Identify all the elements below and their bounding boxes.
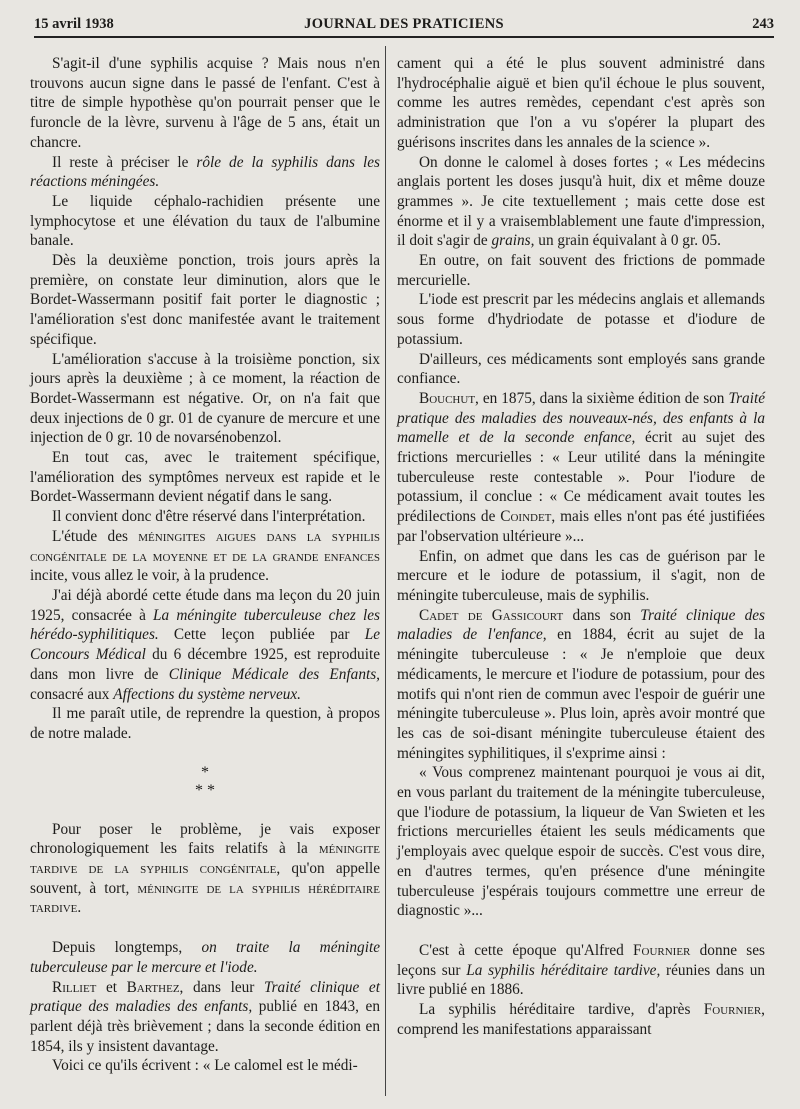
journal-title: JOURNAL DES PRATICIENS [304, 16, 504, 32]
paragraph: Enfin, on admet que dans les cas de guérison par le mercure et le iodure de potassium, il s'agit, non de méningite tuberculeuse, mais de syphilis. [397, 547, 765, 604]
paragraph: L'étude des méningites aigues dans la syphilis congénitale de la moyenne et de la grande enfances incite, vous allez le voir, à la prudence. [30, 527, 380, 585]
paragraph: La syphilis héréditaire tardive, d'après Fournier, comprend les manifestations apparaissant [397, 1001, 765, 1038]
paragraph: On donne le calomel à doses fortes ; « Les médecins anglais portent les doses jusqu'à huit, dix et même douze grammes ». Je cite textuellement ; mais cette dose est énorme et il y a vraisemblablement une faute d'impression, il doit s'agir de grains, un grain équivalant à 0 gr. 05. [397, 153, 765, 250]
paragraph: cament qui a été le plus souvent administré dans l'hydrocéphalie aiguë et bien qu'il échoue le plus souvent, comme les autres remèdes, cependant c'est après son administration que l'on a vu s'opérer la plupart des guérisons inscrites dans les annales de la science ». [397, 55, 765, 151]
paragraph: Il convient donc d'être réservé dans l'interprétation. [52, 508, 366, 526]
paragraph: Cadet de Gassicourt dans son Traité clinique des maladies de l'enfance, en 1884, écrit au sujet de la méningite tuberculeuse : « Je n'emploie que deux médicaments, le mercure et l'iodure de potassium, pour des motifs qui n'ont rien de commun avec l'espoir de guérir une méningite tuberculeuse ». Plus loin, après avoir montré que les cas de soi-disant méningite tuberculeuse étaient des méningites syphilitiques, il s'exprime ainsi : [397, 606, 766, 762]
paragraph: Il reste à préciser le rôle de la syphilis dans les réactions méningées. [30, 153, 380, 191]
paragraph: C'est à cette époque qu'Alfred Fournier donne ses leçons sur La syphilis héréditaire tardive, réunies dans un livre publié en 1886. [397, 941, 766, 999]
spacer [30, 918, 380, 938]
paragraph: Voici ce qu'ils écrivent : « Le calomel est le médi- [52, 1057, 358, 1075]
paragraph: S'agit-il d'une syphilis acquise ? Mais nous n'en trouvons aucun signe dans le passé de l'enfant. C'est à titre de simple hypothèse qu'on pourrait penser que le furoncle de la lèvre, survenu à l'âge de 5 ans, était un chancre. [30, 55, 380, 151]
spacer [397, 921, 765, 941]
running-header [34, 16, 774, 38]
paragraph: L'amélioration s'accuse à la troisième ponction, six jours après la deuxième ; à ce moment, la réaction de Bordet-Wassermann est négative. Or, on n'a fait que deux injections de 0 gr. 01 de cyanure de mercure et une injection de 0 gr. 10 de novarsénobenzol. [30, 350, 380, 447]
column-divider [385, 46, 386, 1096]
page-number: 243 [752, 16, 774, 32]
paragraph: Dès la deuxième ponction, trois jours après la première, on constate leur diminution, alors que le Bordet-Wassermann positif fait porter le diagnostic ; l'amélioration s'est donc manifestée avant le traitement spécifique. [30, 252, 380, 348]
paragraph: J'ai déjà abordé cette étude dans ma leçon du 20 juin 1925, consacrée à La méningite tuberculeuse chez les hérédo-syphilitiques. Cette leçon publiée par Le Concours Médical du 6 décembre 1925, est reproduite dans mon livre de Clinique Médicale des Enfants, consacré aux Affections du système nerveux. [30, 586, 380, 703]
paragraph: « Vous comprenez maintenant pourquoi je vous ai dit, en vous parlant du traitement de la méningite tuberculeuse, que l'iodure de potassium, la liqueur de Van Swieten et les frictions mercurielles étaient les seuls médicaments que j'employais avec quelque espoir de succès. C'est vous dire, en d'autres termes, qu'en présence d'une méningite tuberculeuse j'espérais toujours commettre une erreur de diagnostic »... [397, 764, 765, 920]
right-column [397, 54, 765, 1039]
paragraph: Il me paraît utile, de reprendre la question, à propos de notre malade. [30, 705, 380, 742]
paragraph: L'iode est prescrit par les médecins anglais et allemands sous forme d'hydriodate de potasse et d'iodure de potassium. [397, 291, 765, 348]
paragraph: En outre, on fait souvent des frictions de pommade mercurielle. [397, 252, 765, 289]
paragraph: Rilliet et Barthez, dans leur Traité clinique et pratique des maladies des enfants, publié en 1843, en parlent déjà très brièvement ; dans la seconde édition en 1854, ils y insistent davantage. [30, 978, 380, 1055]
paragraph: Le liquide céphalo-rachidien présente une lymphocytose et une élévation du taux de l'albumine banale. [30, 192, 380, 250]
paragraph: Bouchut, en 1875, dans la sixième édition de son Traité pratique des maladies des nouveaux-nés, des enfants à la mamelle et de la seconde enfance, écrit au sujet des frictions mercurielles : « Leur utilité dans la méningite tuberculeuse reste contestable ». Pour l'iodure de potassium, il conclue : « Ce médicament avait toutes les prédilections de Coindet, mais elles n'ont pas été justifiées par l'observation ultérieure »... [397, 389, 765, 545]
paragraph: Pour poser le problème, je vais exposer chronologiquement les faits relatifs à la méningite tardive de la syphilis congénitale, qu'on appelle souvent, à tort, méningite de la syphilis héréditaire tardive. [30, 820, 380, 917]
paragraph: En tout cas, avec le traitement spécifique, l'amélioration des symptômes nerveux est rapide et le Bordet-Wassermann devient négatif dans le sang. [30, 449, 380, 506]
left-column [30, 54, 380, 1076]
section-separator: * * * [195, 763, 215, 799]
header-date: 15 avril 1938 [34, 16, 114, 32]
paragraph: Depuis longtemps, on traite la méningite tuberculeuse par le mercure et l'iode. [30, 939, 380, 976]
paragraph: D'ailleurs, ces médicaments sont employés sans grande confiance. [397, 350, 765, 388]
